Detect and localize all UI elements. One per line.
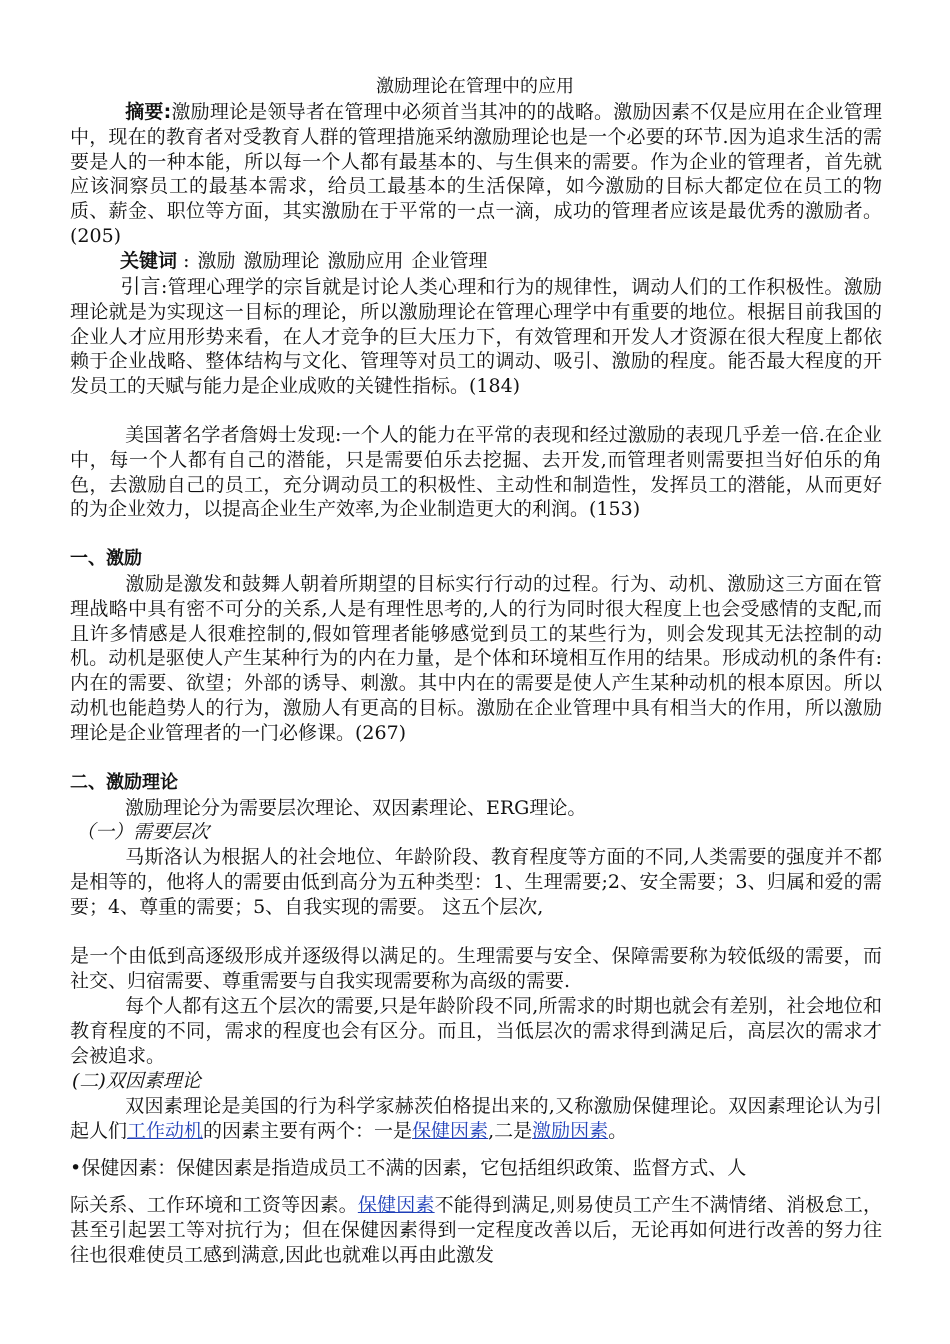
- james-text: 美国著名学者詹姆士发现:一个人的能力在平常的表现和经过激励的表现几乎差一倍.在企业中，每一个人都有自己的潜能，只是需要伯乐去挖掘、去开发,而管理者则需要担当好伯乐的角色，去激励自己的员工，充分调动员工的积极性、主动性和制造性，发挥员工的潜能，从而更好的为企业效力，以提高企业生产效率,为企业制造更大的利润。(153): [70, 424, 882, 521]
- section2-heading: 二、激励理论: [70, 772, 178, 793]
- link-work-motivation[interactable]: 工作动机: [127, 1119, 204, 1142]
- james-paragraph: [70, 423, 882, 522]
- subsection2-text2: 保健因素：保健因素是指造成员工不满的因素，它包括组织政策、监督方式、人: [81, 1157, 747, 1179]
- abstract-label: 摘要:: [125, 101, 172, 123]
- link-hygiene-factors[interactable]: 保健因素: [412, 1119, 489, 1142]
- keyword-item: 激励理论: [243, 250, 320, 272]
- subsection1-paragraph1: [70, 845, 882, 919]
- keyword-item: 激励: [197, 250, 236, 272]
- subsection2-heading: (二)双因素理论: [72, 1070, 201, 1092]
- subsection2-text1c: ,二是: [488, 1119, 533, 1142]
- subsection2-paragraph1: [70, 1094, 882, 1144]
- intro-text: :管理心理学的宗旨就是讨论人类心理和行为的规律性，调动人们的工作积极性。激励理论就是为实现这一目标的理论，所以激励理论在管理心理学中有重要的地位。根据目前我国的企业人才应用形势来看，在人才竞争的巨大压力下，有效管理和开发人才资源在很大程度上都依赖于企业战略、整体结构与文化、管理等对员工的调动、吸引、激励的程度。能否最大程度的开发员工的天赋与能力是企业成败的关键性指标。(184): [70, 276, 883, 398]
- subsection1-text3: 每个人都有这五个层次的需要,只是年龄阶段不同,所需求的时期也就会有差别，社会地位和教育程度的不同，需求的程度也会有区分。而且，当低层次的需求得到满足后，高层次的需求才会被追求。: [70, 995, 882, 1067]
- section2-intro: [70, 796, 882, 821]
- link-hygiene-factors-2[interactable]: 保健因素: [357, 1194, 435, 1216]
- subsection1-heading: （一）需要层次: [76, 821, 210, 843]
- section1-paragraph: [70, 572, 882, 746]
- subsection2-text1d: 。: [608, 1119, 628, 1142]
- section1-heading: 一、激励: [70, 548, 142, 569]
- keyword-item: 企业管理: [411, 250, 488, 272]
- subsection2-text3b: 不能得到满足,则易使员工产生不满情绪、消极怠工，甚至引起罢工等对抗行为；但在保健因素得到一定程度改善以后，无论再如何进行改善的努力往往也很难使员工感到满意,因此也就难以再由此激发: [70, 1194, 882, 1266]
- document-title: 激励理论在管理中的应用: [376, 76, 574, 97]
- subsection1-text2: 是一个由低到高逐级形成并逐级得以满足的。生理需要与安全、保障需要称为较低级的需要，而社交、归宿需要、尊重需要与自我实现需要称为高级的需要.: [70, 945, 882, 992]
- section1-text: 激励是激发和鼓舞人朝着所期望的目标实行行动的过程。行为、动机、激励这三方面在管理战略中具有密不可分的关系,人是有理性思考的,人的行为同时很大程度上也会受感情的支配,而且许多情感是人很难控制的,假如管理者能够感觉到员工的某些行为，则会发现其无法控制的动机。动机是驱使人产生某种行为的内在力量，是个体和环境相互作用的结果。形成动机的条件有:内在的需要、欲望；外部的诱导、刺激。其中内在的需要是使人产生某种动机的根本原因。所以动机也能趋势人的行为，激励人有更高的目标。激励在企业管理中具有相当大的作用，所以激励理论是企业管理者的一门必修课。(267): [70, 573, 882, 744]
- subsection2-text1a: 双因素理论是美国的行为科学家赫茨伯格提出来的,又称激励保健理论。双因素理论认为引起人们: [70, 1095, 882, 1142]
- subsection1-paragraph2: [70, 944, 882, 994]
- keywords-separator: :: [183, 250, 190, 272]
- intro-paragraph: [70, 274, 882, 399]
- bullet-icon: •: [70, 1157, 82, 1179]
- subsection2-bullet-line: [70, 1156, 882, 1181]
- intro-label: 引言: [120, 274, 161, 298]
- subsection1-paragraph3: [70, 994, 882, 1068]
- abstract-text: 激励理论是领导者在管理中必须首当其冲的的战略。激励因素不仅是应用在企业管理中，现在的教育者对受教育人群的管理措施采纳激励理论也是一个必要的环节.因为追求生活的需要是人的一种本能，所以每一个人都有最基本的、与生俱来的需要。作为企业的管理者，首先就应该洞察员工的最基本需求，给员工最基本的生活保障，如今激励的目标大都定位在员工的物质、薪金、职位等方面，其实激励在于平常的一点一滴，成功的管理者应该是最优秀的激励者。(205): [70, 101, 882, 247]
- link-motivation-factors[interactable]: 激励因素: [532, 1119, 609, 1142]
- subsection2-text1b: 的因素主要有两个：一是: [203, 1119, 413, 1142]
- abstract-paragraph: [70, 100, 882, 249]
- subsection2-paragraph3: [70, 1193, 882, 1267]
- subsection1-text1: 马斯洛认为根据人的社会地位、年龄阶段、教育程度等方面的不同,人类需要的强度并不都是相等的，他将人的需要由低到高分为五种类型：1、生理需要;2、安全需要；3、归属和爱的需要；4、尊重的需要；5、自我实现的需要。 这五个层次,: [70, 846, 882, 918]
- subsection2-text3a: 际关系、工作环境和工资等因素。: [70, 1194, 358, 1216]
- section2-intro-text: 激励理论分为需要层次理论、双因素理论、ERG理论。: [125, 797, 587, 819]
- keywords-line: [70, 249, 882, 274]
- keyword-item: 激励应用: [327, 250, 404, 272]
- keywords-label: 关键词: [120, 250, 178, 272]
